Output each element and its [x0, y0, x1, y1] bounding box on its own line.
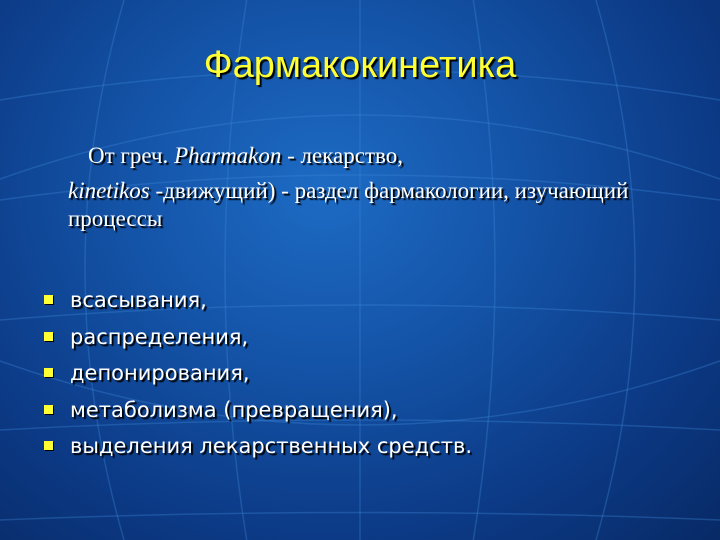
- list-item: [42, 392, 472, 429]
- square-bullet-icon: [44, 368, 53, 377]
- list-item-text: распределения,: [70, 324, 249, 349]
- intro-line-2: [68, 177, 668, 233]
- intro-meaning-1: - лекарство,: [281, 143, 403, 168]
- list-item: [42, 319, 472, 356]
- process-list: [42, 282, 472, 465]
- slide-title: Фармакокинетика: [203, 44, 517, 86]
- list-item: [42, 355, 472, 392]
- square-bullet-icon: [44, 405, 53, 414]
- list-item: [42, 428, 472, 465]
- intro-rest: -движущий) - раздел фармакологии, изучающий процессы: [68, 178, 629, 231]
- intro-prefix: От греч.: [88, 143, 175, 168]
- square-bullet-icon: [44, 295, 53, 304]
- list-item: [42, 282, 472, 319]
- list-item-text: депонирования,: [70, 361, 250, 385]
- list-item-text: метаболизма (превращения),: [70, 397, 398, 422]
- intro-line-1: [68, 138, 668, 173]
- intro-term-pharmakon: Pharmakon: [174, 143, 282, 168]
- intro-paragraph: [68, 138, 668, 233]
- list-item-text: выделения лекарственных средств.: [70, 434, 473, 458]
- list-item-text: всасывания,: [70, 288, 207, 312]
- intro-term-kinetikos: kinetikos: [68, 178, 150, 203]
- square-bullet-icon: [44, 441, 53, 450]
- square-bullet-icon: [44, 332, 53, 341]
